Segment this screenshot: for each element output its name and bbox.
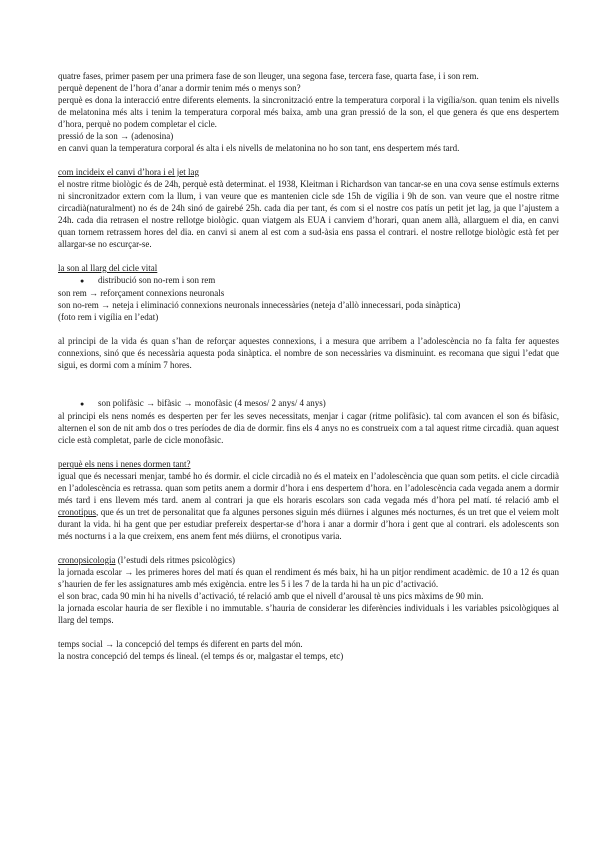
social-time-line: temps social → la concepció del temps és diferent en parts del món. <box>58 639 303 649</box>
chrono-flexible: la jornada escolar hauria de ser flexible i no immutable. s’hauria de considerar les diferències individuals i les variables psicològiques al llarg del temps. <box>58 603 559 625</box>
intro-para-interaction: perquè es dona la interacció entre diferents elements. la sincronització entre la temperatura corporal i la vigília/son. quan tenim els nivells de melatonina més alts i tenim la temperatura corporal més baixa, amb una gran pressió de la son, el que genera és que ens despertem d’hora, perquè no podem completar el cicle. <box>58 95 559 129</box>
chrono-heading-line <box>58 554 559 566</box>
chrono-heading: cronopsicologia <box>58 555 116 565</box>
intro-section <box>58 70 559 154</box>
vital-para: al principi de la vida és quan s’han de reforçar aquestes connexions, i a mesura que arribem a l’adolescència no fa falta fer aquestes connexions, sinó que és necessària aquesta poda sinàptica. el nombre de son necessàries va disminuint. es recomana que sigui l’edat que sigui, es dormi com a mínim 7 hores. <box>58 336 559 370</box>
bullet-text: distribució son no-rem i son rem <box>98 275 216 285</box>
teens-heading: perquè els nens i nenes dormen tant? <box>58 459 191 469</box>
chrono-heading-rest: (l’estudi dels ritmes psicològics) <box>115 555 235 565</box>
bullet-dot-icon: ● <box>80 400 85 408</box>
social-time-section <box>58 638 559 662</box>
vital-line-rem: son rem → reforçament connexions neuronals <box>58 288 225 298</box>
vital-cycle-section <box>58 262 559 371</box>
linear-time-line: la nostra concepció del temps és lineal. (el temps és or, malgastar el temps, etc) <box>58 651 344 661</box>
vital-cycle-heading: la son al llarg del cicle vital <box>58 263 158 273</box>
teens-text <box>58 470 559 542</box>
chronopsychology-section <box>58 554 559 626</box>
teens-text-end: , que és un tret de personalitat que fa algunes persones siguin més diürnes i algunes més nocturnes, és un tret que el veiem molt durant la vida. hi ha gent que per estudiar prefereix despertar-se d’hora i anar a dormir d’hora i gent que al contrari. els adolescents son més nocturns i a la que creixem, ens anem fent més diürns, el cronotipus varia. <box>58 507 559 541</box>
bullet-dot-icon: ● <box>80 277 85 285</box>
vital-line-nonrem: son no-rem → neteja i eliminació connexions neuronals innecessàries (neteja d’allò innecessari, poda sinàptica) <box>58 300 461 310</box>
jetlag-section <box>58 166 559 250</box>
teens-section <box>58 458 559 542</box>
intro-para-temperature: en canvi quan la temperatura corporal és alta i els nivells de melatonina no ho son tant, ens despertem més tard. <box>58 143 460 153</box>
intro-para-phases: quatre fases, primer pasem per una primera fase de son lleuger, una segona fase, tercera fase, quarta fase, i i son rem. <box>58 71 479 81</box>
bullet-item <box>58 274 559 287</box>
chrono-brac: el son brac, cada 90 min hi ha nivells d’activació, té relació amb que el nivell d’arousal tè uns pics màxims de 90 min. <box>58 591 484 601</box>
chrono-school-day: la jornada escolar → les primeres hores del matí és quan el rendiment és més baix, hi ha un pitjor rendiment acadèmic. de 10 a 12 és quan s’haurien de fer les assignatures amb més exigència. entre les 5 i les 7 de la tarda hi ha un pic d’activació. <box>58 567 559 589</box>
chronotype-term: cronotipus <box>58 507 96 517</box>
jetlag-heading: com incideix el canvi d’hora i el jet lag <box>58 167 199 177</box>
intro-question: perquè depenent de l’hora d’anar a dormir tenim més o menys son? <box>58 83 301 93</box>
intro-sleep-pressure: pressió de la son → (adenosina) <box>58 131 174 141</box>
bullet-text: son polifàsic → bifàsic → monofàsic (4 mesos/ 2 anys/ 4 anys) <box>98 398 326 408</box>
jetlag-text: el nostre ritme biològic és de 24h, perquè està determinat. el 1938, Kleitman i Richardson van tancar-se en una cova sense estímuls externs ni sincronitzador extern com la llum, i van veure que es mantenien cicle sde 15h de vigília i 9h de son. van veure que el nostre ritme circadià(naturalment) no és de 24h sinó de gairebé 25h. cada dia per tant, és com si el nostre cos patís un petit jet lag, ja que l’ajustem a 24h. cada dia retrasen el nostre rellotge biològic. quan viatgem als EUA i canviem d’horari, quan anem allà, allarguem el dia, en canvi quan tornem retrassem hores del dia. en canvi si anem al est com a sud-àsia ens passa el contrari. el nostre rellotge biològic està fet per allargar-se no escurçar-se. <box>58 179 559 249</box>
polyphasic-section <box>58 397 559 446</box>
bullet-item <box>58 397 559 410</box>
polyphasic-text: al principi els nens només es desperten per fer les seves necessitats, menjar i cagar (ritme polifàsic). tal com avancen el son és bifàsic, alternen el son de nit amb dos o tres períodes de dia de dormir. fins els 4 anys no es construeix com a tal aquest ritme circadià. quan aquest cicle està completat, parle de cicle monofàsic. <box>58 411 559 445</box>
teens-text-start: igual que és necessari menjar, també ho és dormir. el cicle circadià no és el mateix en l’adolescència que quan som petits. el cicle circadià en l’adolescència es retrassa. quan som petits anem a dormir d’hora i ens despertem d’hora. en l’adolescència cada vegada anem a dormir més tard i ens llevem més tard. anem al contrari ja que els horaris escolars son cada vegada més d’hora pel matí. té relació amb el <box>58 471 559 505</box>
vital-line-photo: (foto rem i vigília en l’edat) <box>58 312 159 322</box>
